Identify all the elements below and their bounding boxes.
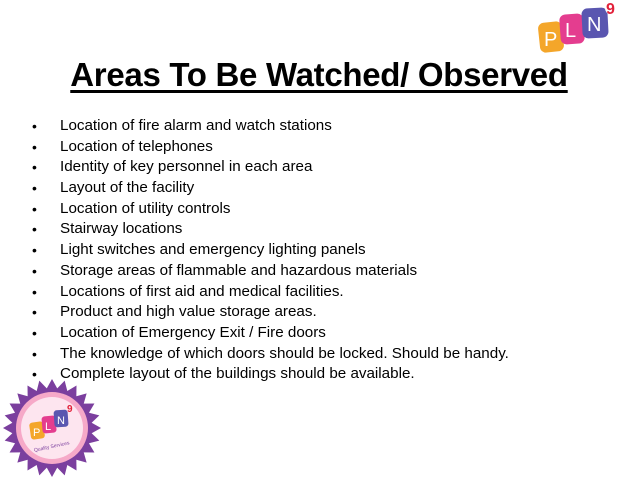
bullet-list <box>32 116 509 385</box>
bullet-item: • Stairway locations <box>32 220 183 238</box>
bullet-glyph: • <box>32 324 37 341</box>
bullet-item: • Storage areas of flammable and hazardous materials <box>32 261 418 279</box>
bullet-item: • Identity of key personnel in each area <box>32 158 313 176</box>
bullet-item: • Location of Emergency Exit / Fire doors <box>32 323 326 341</box>
bullet-item: • Location of telephones <box>32 137 213 155</box>
bullet-glyph: • <box>32 159 37 176</box>
logo-digit-9: 9 <box>606 1 615 18</box>
badge-tagline: Quality Services <box>33 440 71 454</box>
bullet-glyph: • <box>32 221 37 238</box>
badge-letter-l: L <box>45 421 52 433</box>
bullet-item: • Complete layout of the buildings should be available. <box>32 365 415 383</box>
bullet-glyph: • <box>32 242 37 259</box>
bullet-glyph: • <box>32 180 37 197</box>
bullet-glyph: • <box>32 262 37 279</box>
bullet-glyph: • <box>32 283 37 300</box>
badge-digit-9: 9 <box>67 404 73 415</box>
bullet-glyph: • <box>32 200 37 217</box>
bullet-glyph: • <box>32 345 37 362</box>
badge-letter-n: N <box>57 415 65 427</box>
bullet-item: • Layout of the facility <box>32 179 195 197</box>
bullet-item: • Location of utility controls <box>32 199 231 217</box>
badge-letter-p: P <box>33 427 41 439</box>
logo-letter-l: L <box>565 20 577 42</box>
pln9-logo <box>536 0 636 60</box>
slide-title: Areas To Be Watched/ Observed <box>70 56 568 93</box>
pln9-badge-logo <box>2 378 102 478</box>
bullet-glyph: • <box>32 118 37 134</box>
bullet-item: • Locations of first aid and medical facilities. <box>32 282 344 300</box>
logo-letter-p: P <box>544 29 558 51</box>
bullet-item: • Product and high value storage areas. <box>32 303 317 321</box>
bullet-item: • Light switches and emergency lighting panels <box>32 241 366 259</box>
bullet-glyph: • <box>32 366 37 383</box>
bullet-glyph: • <box>32 138 37 155</box>
logo-letter-n: N <box>587 14 602 36</box>
bullet-item: • The knowledge of which doors should be locked. Should be handy. <box>32 344 509 362</box>
bullet-glyph: • <box>32 304 37 321</box>
bullet-item: • Location of fire alarm and watch stations <box>32 117 332 134</box>
